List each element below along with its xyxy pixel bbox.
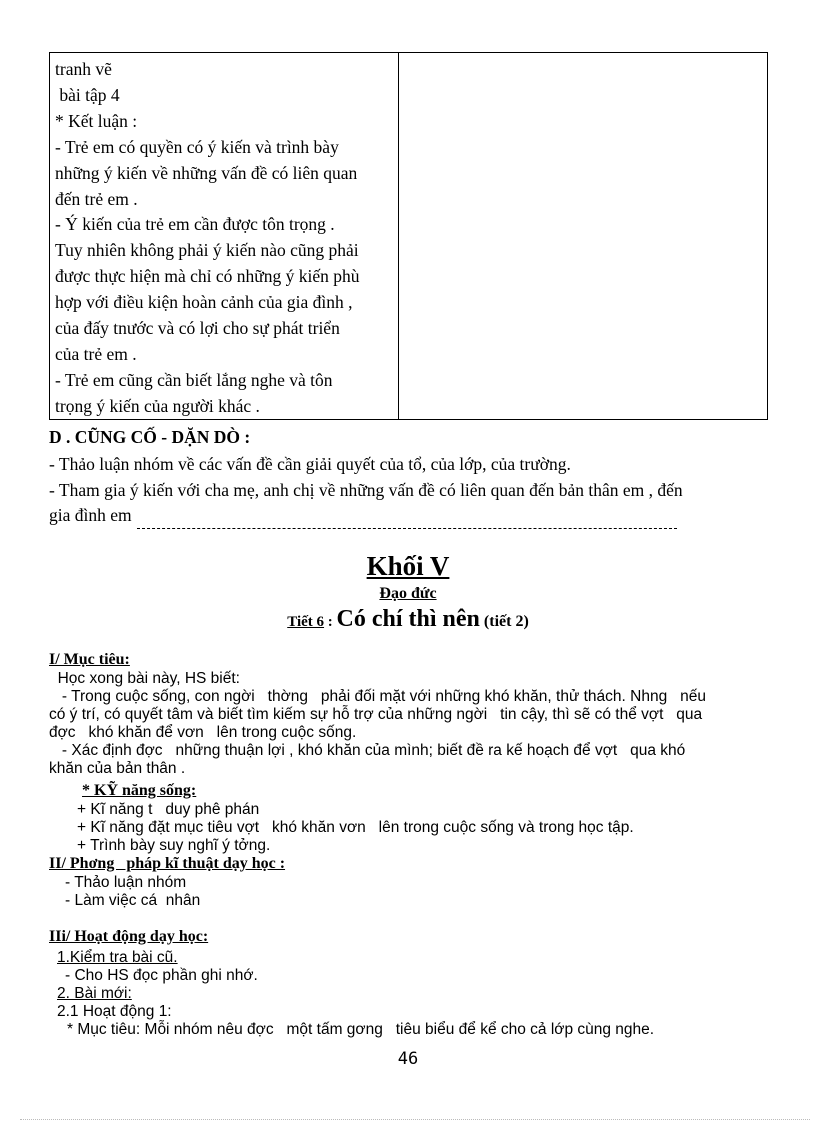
lesson-title-suffix: (tiết 2): [479, 613, 529, 630]
section-d-line: gia đình em: [49, 505, 132, 525]
section-d-heading: D . CŨNG CỐ - DẶN DÒ :: [49, 427, 251, 447]
objectives-line: có ý trí, có quyết tâm và biết tìm kiếm sự hỗ trợ của những ngời tin cậy, thì sẽ có thể vợt qua: [49, 706, 703, 723]
grade-title: Khối V: [366, 551, 450, 581]
table-line: * Kết luận :: [55, 110, 138, 131]
method-item: - Thảo luận nhóm: [65, 874, 187, 891]
table-left-cell: [50, 53, 399, 419]
objectives-line: - Xác định đợc những thuận lợi , khó khăn của mình; biết đề ra kế hoạch để vợt qua khó: [49, 742, 686, 759]
table-line: hợp với điều kiện hoàn cảnh của gia đình ,: [55, 292, 353, 313]
section-d-line: - Thảo luận nhóm về các vấn đề cần giải quyết của tổ, của lớp, của trường.: [49, 454, 571, 474]
objectives-heading: I/ Mục tiêu:: [49, 651, 130, 668]
skill-item: + Trình bày suy nghĩ ý tởng.: [77, 837, 271, 854]
table-line: - Ý kiến của trẻ em cần được tôn trọng .: [55, 214, 335, 235]
table-line: tranh vẽ: [55, 59, 112, 79]
lesson-title: Có chí thì nên: [336, 606, 480, 632]
skill-item: + Kĩ năng t duy phê phán: [77, 801, 260, 818]
method-item: - Làm việc cá nhân: [65, 892, 201, 909]
objectives-line: Học xong bài này, HS biết:: [49, 670, 240, 687]
period-label: Tiết 6: [287, 614, 325, 630]
objectives-line: - Trong cuộc sống, con ngời thờng phải đối mặt với những khó khăn, thử thách. Nhng nếu: [49, 688, 706, 705]
dashed-separator: [137, 528, 677, 529]
activity-subitem: - Cho HS đọc phần ghi nhớ.: [65, 967, 258, 984]
table-line: đến trẻ em .: [55, 188, 138, 209]
page-bottom-border: [20, 1119, 810, 1120]
activity-item: 2. Bài mới:: [57, 985, 132, 1002]
table-right-cell: [399, 53, 767, 419]
subject-title: Đạo đức: [379, 585, 437, 602]
table-line: được thực hiện mà chỉ có những ý kiến phù: [55, 266, 360, 287]
table-line: trọng ý kiến của người khác .: [55, 395, 260, 416]
activity-item: 2.1 Hoạt động 1:: [57, 1003, 172, 1020]
objectives-line: khăn của bản thân .: [49, 760, 186, 777]
table-line: những ý kiến về những vấn đề có liên quan: [55, 162, 358, 183]
lesson-table: [49, 52, 768, 420]
objectives-line: đợc khó khăn để vơn lên trong cuộc sống.: [49, 724, 357, 741]
table-line: - Trẻ em có quyền có ý kiến và trình bày: [55, 136, 339, 157]
activity-item: [57, 949, 178, 966]
table-line: của đấy tnước và có lợi cho sự phát triển: [55, 318, 340, 339]
skill-item: + Kĩ năng đặt mục tiêu vợt khó khăn vơn lên trong cuộc sống và trong học tập.: [77, 819, 634, 836]
activity-1-label: 1.Kiểm tra bài cũ.: [57, 949, 178, 966]
activity-subitem: * Mục tiêu: Mỗi nhóm nêu đợc một tấm gơng tiêu biểu để kể cho cả lớp cùng nghe.: [67, 1021, 655, 1038]
skills-heading: * KỸ năng sống:: [82, 782, 197, 799]
page-number: 46: [397, 1049, 419, 1069]
table-line: - Trẻ em cũng cần biết lắng nghe và tôn: [55, 369, 333, 390]
methods-heading: II/ Phơng pháp kĩ thuật dạy học :: [49, 855, 286, 872]
table-line: của trẻ em .: [55, 343, 137, 364]
table-line: Tuy nhiên không phải ý kiến nào cũng phải: [55, 240, 359, 261]
period-colon: :: [324, 614, 337, 630]
table-line: bài tập 4: [55, 84, 120, 105]
lesson-title-line: [0, 606, 816, 633]
section-d-line: - Tham gia ý kiến với cha mẹ, anh chị về những vấn đề có liên quan đến bản thân em , đến: [49, 480, 683, 500]
activities-heading: IIi/ Hoạt động dạy học:: [49, 928, 209, 945]
